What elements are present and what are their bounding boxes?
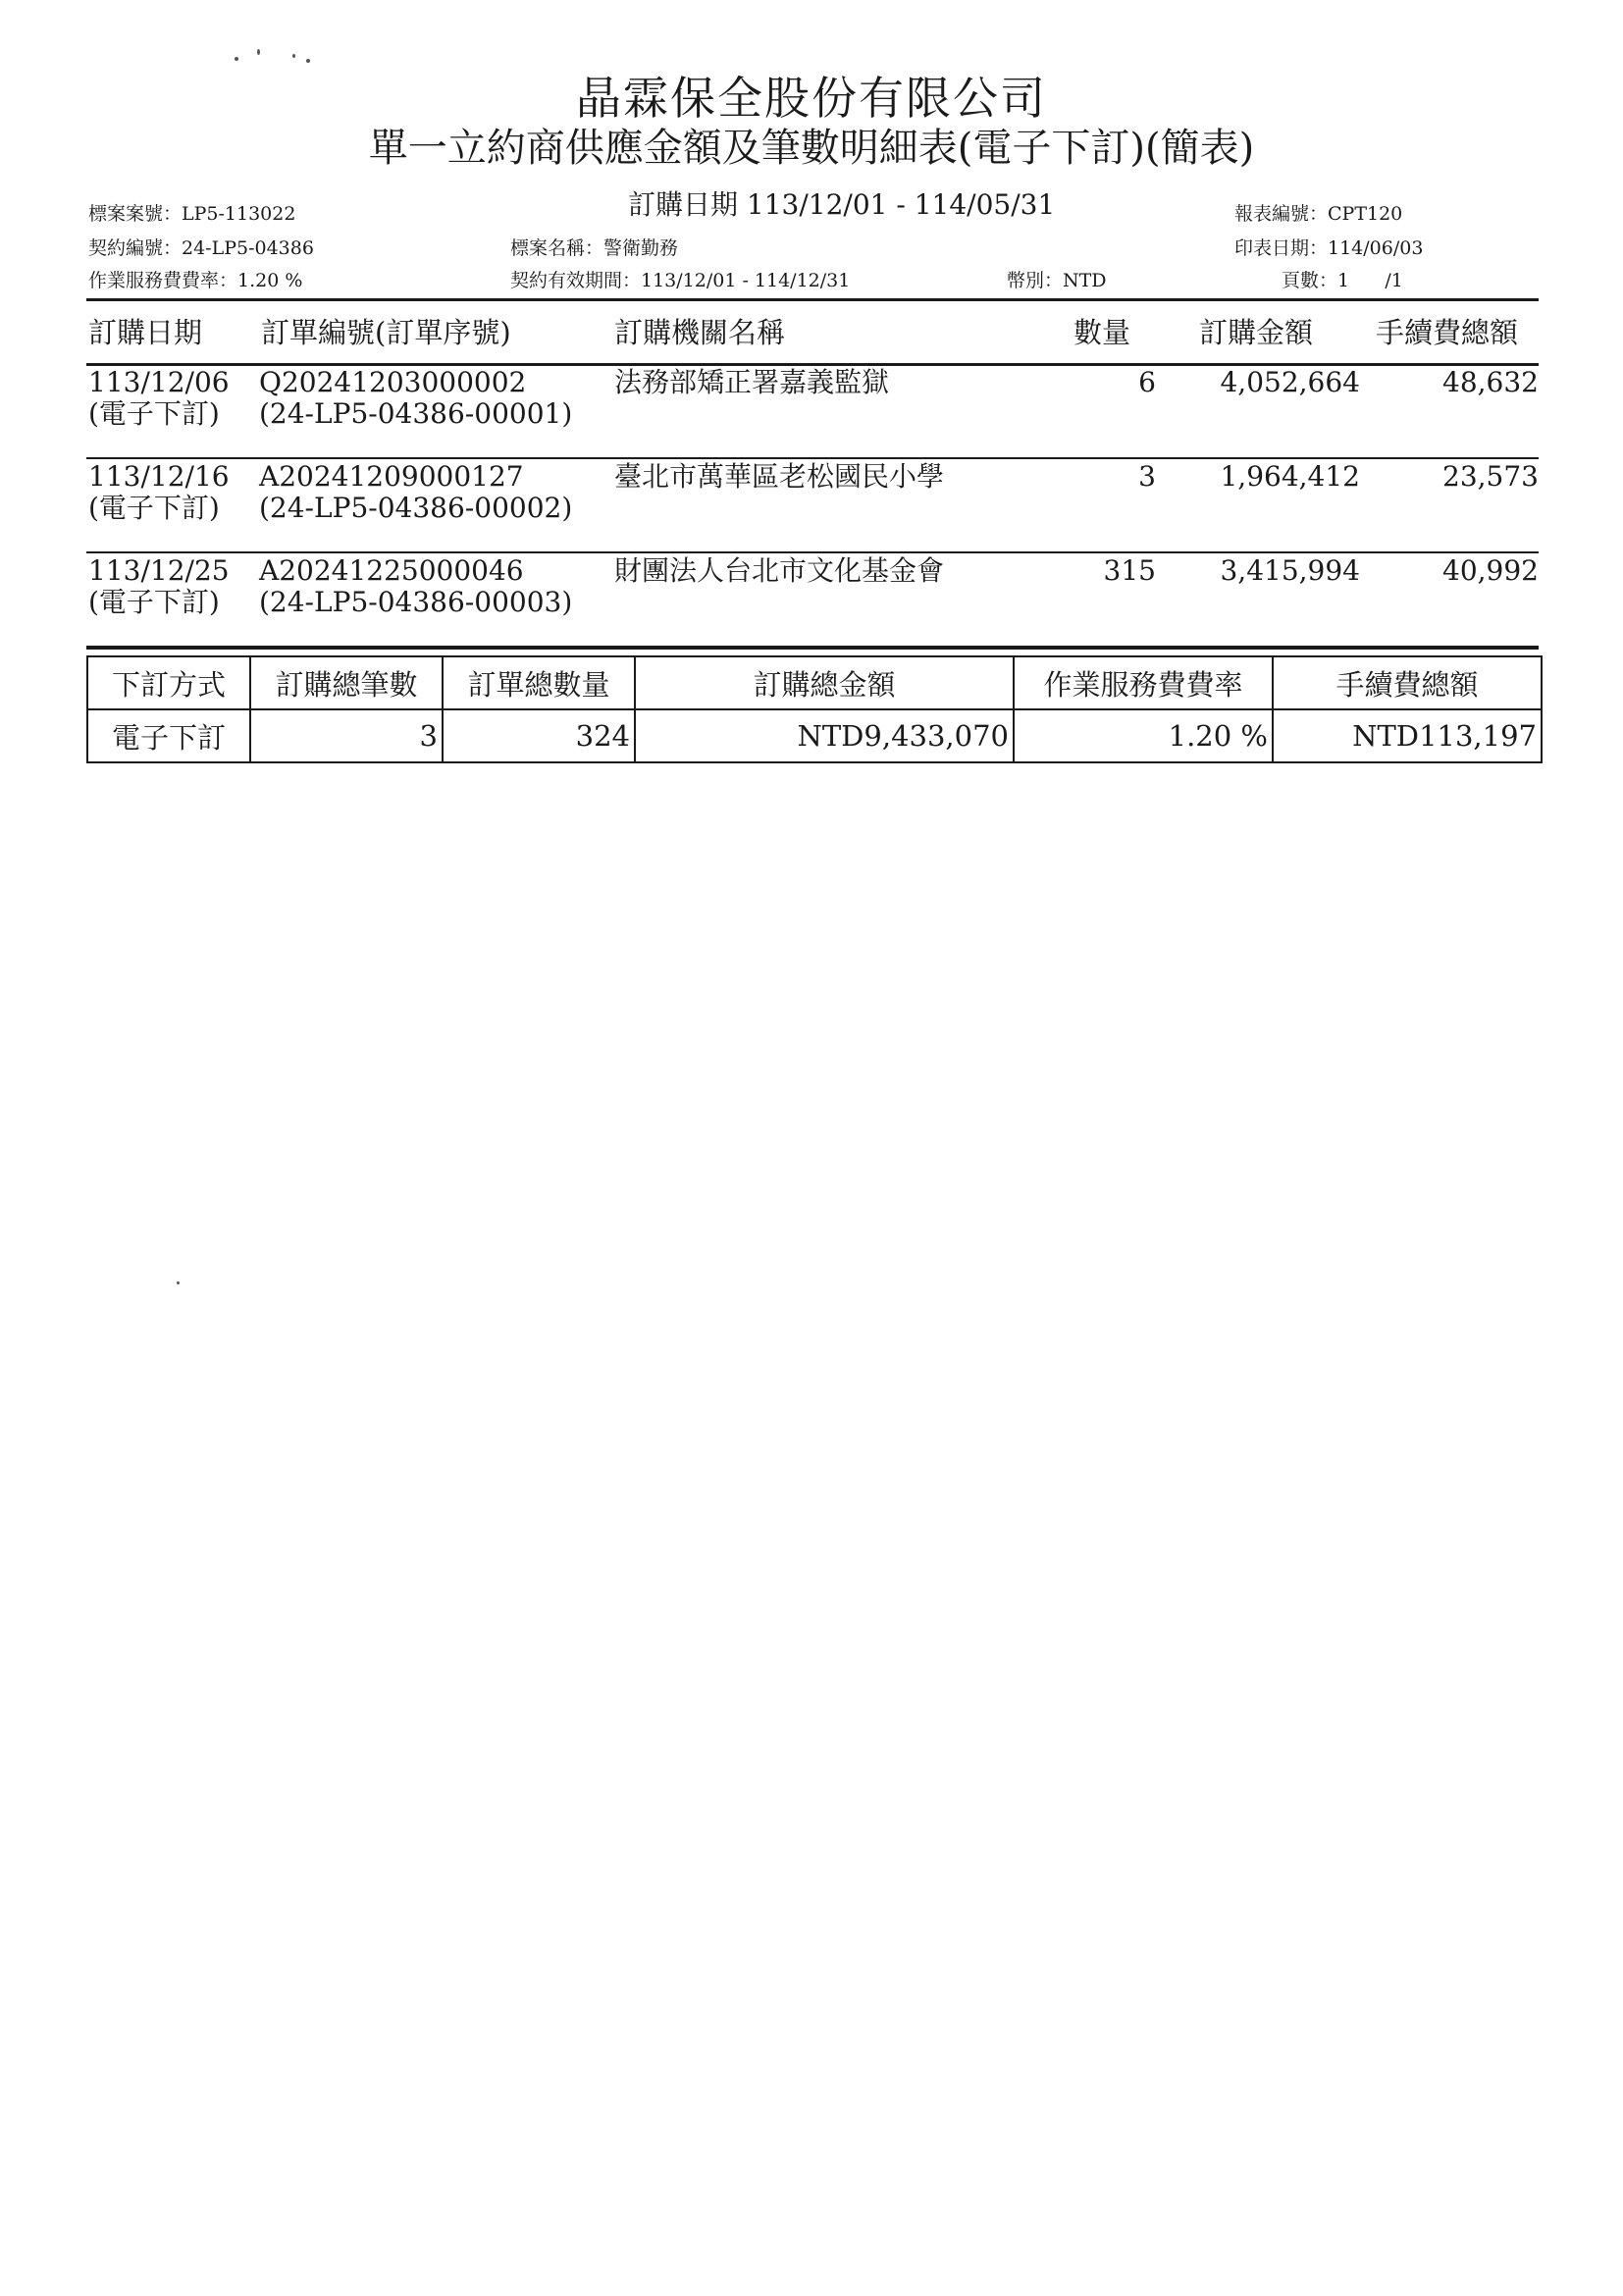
- col-fee: 手續費總額: [1376, 316, 1519, 349]
- row-method: (電子下訂): [88, 492, 220, 524]
- scan-speck: [177, 1281, 180, 1284]
- row-order-seq: (24-LP5-04386-00001): [259, 397, 573, 430]
- row-order-no: A20241209000127: [259, 460, 524, 493]
- summary-count: 3: [250, 709, 443, 762]
- order-period: 訂購日期 113/12/01 - 114/05/31: [628, 188, 1056, 221]
- summary-col-quantity: 訂單總數量: [443, 656, 635, 709]
- row-agency: 法務部矯正署嘉義監獄: [614, 366, 890, 398]
- col-agency: 訂購機關名稱: [614, 316, 786, 349]
- contract-period: 契約有效期間：113/12/01 - 114/12/31: [510, 270, 851, 291]
- scan-speck: [235, 57, 238, 61]
- row-amount: 1,964,412: [1220, 460, 1360, 493]
- summary-quantity: 324: [443, 709, 635, 762]
- row-order-no: A20241225000046: [259, 554, 524, 587]
- row-amount: 4,052,664: [1220, 366, 1360, 398]
- row-order-seq: (24-LP5-04386-00003): [259, 586, 573, 618]
- report-title: 單一立約商供應金額及筆數明細表(電子下訂)(簡表): [368, 126, 1255, 171]
- row-method: (電子下訂): [88, 397, 220, 430]
- summary-table: [86, 655, 1543, 763]
- row-qty: 6: [1138, 366, 1156, 398]
- row-date: 113/12/16: [88, 460, 230, 493]
- row-order-no: Q20241203000002: [259, 366, 527, 398]
- row-separator: [86, 457, 1539, 459]
- summary-method: 電子下訂: [87, 709, 250, 762]
- summary-col-rate: 作業服務費費率: [1014, 656, 1273, 709]
- row-method: (電子下訂): [88, 586, 220, 618]
- company-name: 晶霖保全股份有限公司: [576, 72, 1047, 125]
- header-rule: [86, 298, 1539, 301]
- scan-speck: [306, 59, 310, 63]
- contract-number: 契約編號：24-LP5-04386: [88, 237, 314, 259]
- summary-amount: NTD9,433,070: [635, 709, 1014, 762]
- summary-rate: 1.20 %: [1014, 709, 1273, 762]
- col-order-date: 訂購日期: [88, 316, 203, 349]
- row-agency: 財團法人台北市文化基金會: [614, 554, 945, 587]
- print-date: 印表日期：114/06/03: [1234, 237, 1424, 259]
- row-fee: 48,632: [1442, 366, 1539, 398]
- scan-speck: [257, 49, 260, 55]
- row-date: 113/12/25: [88, 554, 230, 587]
- report-id: 報表編號：CPT120: [1234, 203, 1403, 225]
- summary-col-count: 訂購總筆數: [250, 656, 443, 709]
- case-name: 標案名稱：警衛勤務: [510, 237, 679, 259]
- row-separator: [86, 551, 1539, 553]
- currency: 幣別：NTD: [1007, 270, 1107, 291]
- row-date: 113/12/06: [88, 366, 230, 398]
- summary-col-fee: 手續費總額: [1273, 656, 1542, 709]
- scan-speck: [292, 54, 295, 58]
- col-order-no: 訂單編號(訂單序號): [261, 316, 511, 349]
- row-qty: 3: [1138, 460, 1156, 493]
- row-amount: 3,415,994: [1220, 554, 1360, 587]
- table-end-rule: [86, 646, 1539, 650]
- service-rate: 作業服務費費率：1.20 %: [88, 270, 303, 291]
- row-agency: 臺北市萬華區老松國民小學: [614, 460, 945, 493]
- col-qty: 數量: [1073, 316, 1131, 349]
- summary-fee: NTD113,197: [1273, 709, 1542, 762]
- summary-col-amount: 訂購總金額: [635, 656, 1014, 709]
- case-number: 標案案號：LP5-113022: [88, 203, 296, 225]
- row-fee: 40,992: [1442, 554, 1539, 587]
- summary-col-method: 下訂方式: [87, 656, 250, 709]
- summary-header-row: [87, 656, 1542, 709]
- summary-value-row: [87, 709, 1542, 762]
- row-qty: 315: [1103, 554, 1156, 587]
- col-amount: 訂購金額: [1199, 316, 1314, 349]
- page-number: 頁數：1 /1: [1282, 270, 1403, 291]
- row-order-seq: (24-LP5-04386-00002): [259, 492, 573, 524]
- row-fee: 23,573: [1442, 460, 1539, 493]
